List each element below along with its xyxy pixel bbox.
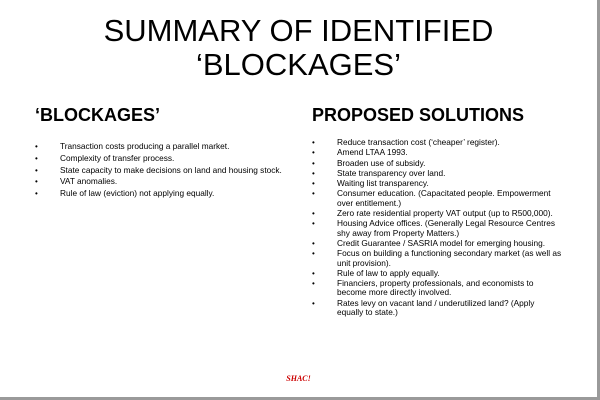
list-item: • Broaden use of subsidy.	[312, 157, 426, 168]
list-item: • Transaction costs producing a parallel market.	[35, 141, 230, 151]
list-item: • Financiers, property professionals, and economists to become more directly involved.	[312, 278, 534, 298]
bullet-icon: •	[312, 168, 315, 178]
slide-title	[0, 14, 597, 82]
list-item: • Reduce transaction cost (‘cheaper’ register).	[312, 137, 500, 147]
list-item: • Zero rate residential property VAT output (up to R500,000).	[312, 208, 553, 219]
bullet-icon: •	[312, 298, 315, 308]
bullet-icon: •	[35, 165, 38, 175]
list-item: • State capacity to make decisions on land and housing stock.	[35, 164, 282, 175]
bullet-icon: •	[312, 209, 315, 219]
title-line-1: SUMMARY OF IDENTIFIED	[103, 13, 494, 48]
bullet-icon: •	[35, 189, 38, 199]
list-item: • Amend LTAA 1993.	[312, 147, 408, 158]
bullet-icon: •	[312, 179, 315, 189]
blockages-heading: ‘BLOCKAGES’	[35, 105, 161, 125]
list-item: • Credit Guarantee / SASRIA model for emerging housing.	[312, 237, 545, 248]
list-item: • Waiting list transparency.	[312, 178, 429, 189]
list-item: • VAT anomalies.	[35, 176, 118, 187]
list-item: • Housing Advice offices. (Generally Legal Resource Centres shy away from Property Matters.)	[312, 218, 555, 238]
list-item: • Rates levy on vacant land / underutilized land? (Apply equally to state.)	[312, 297, 535, 318]
list-item: • Rule of law (eviction) not applying equally.	[35, 188, 215, 199]
blockages-list	[35, 142, 285, 201]
bullet-icon: •	[312, 279, 315, 289]
bullet-icon: •	[35, 177, 38, 187]
title-line-2: ‘BLOCKAGES’	[195, 47, 401, 82]
solutions-list	[312, 138, 562, 318]
bullet-icon: •	[312, 249, 315, 259]
bullet-icon: •	[312, 238, 315, 248]
bullet-icon: •	[312, 219, 315, 229]
bullet-icon: •	[35, 153, 38, 163]
list-item: • Complexity of transfer process.	[35, 152, 175, 163]
bullet-icon: •	[312, 268, 315, 278]
list-item: • Rule of law to apply equally.	[312, 267, 440, 278]
bullet-icon: •	[312, 138, 315, 147]
bullet-icon: •	[312, 158, 315, 168]
footer-logo-text: SHAC!	[286, 374, 311, 383]
bullet-icon: •	[35, 142, 38, 151]
list-item: • Consumer education. (Capacitated people. Empowerment over entitlement.)	[312, 188, 551, 208]
list-item: • Focus on building a functioning secondary market (as well as unit provision).	[312, 248, 562, 268]
list-item: • State transparency over land.	[312, 167, 446, 178]
bullet-icon: •	[312, 148, 315, 158]
solutions-heading: PROPOSED SOLUTIONS	[312, 105, 525, 125]
bullet-icon: •	[312, 189, 315, 199]
